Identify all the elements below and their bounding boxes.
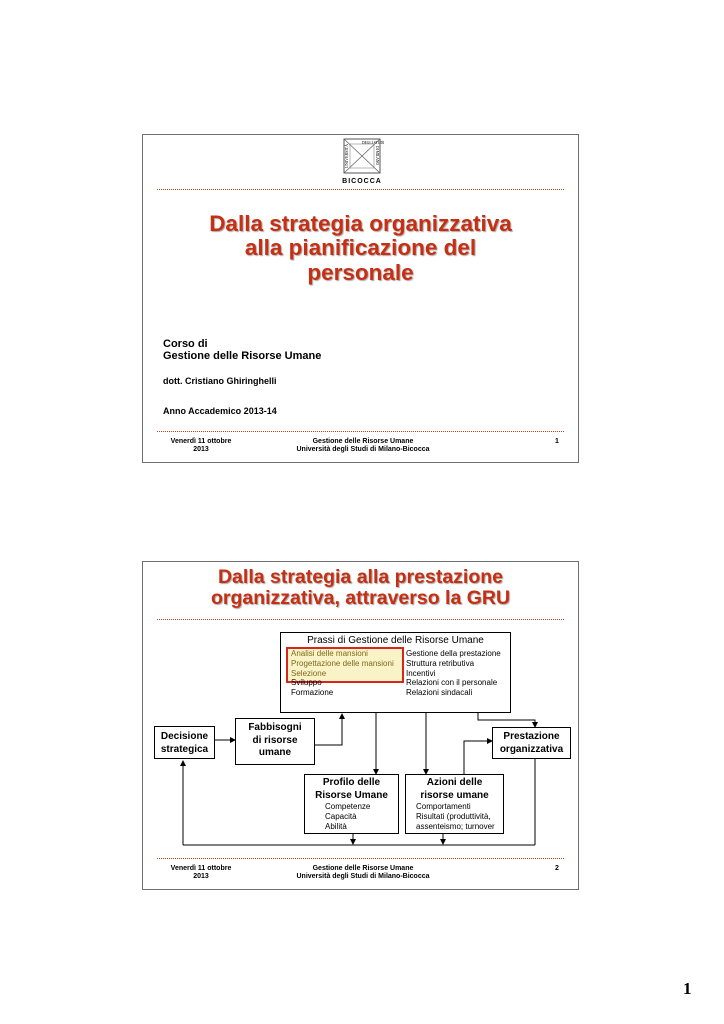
arrow-prassi-prestazione bbox=[478, 712, 535, 727]
footer-date bbox=[161, 438, 241, 455]
list-item: Risultati (produttività, bbox=[416, 811, 491, 821]
title-line-3: personale bbox=[307, 259, 414, 285]
list-item: Relazioni sindacali bbox=[406, 688, 473, 697]
decisione-strategica-box bbox=[154, 726, 215, 759]
profilo-items bbox=[305, 802, 398, 831]
footer-university: Università degli Studi di Milano-Bicocca bbox=[296, 873, 430, 881]
list-item: Comportamenti bbox=[416, 802, 471, 811]
separator-top bbox=[157, 189, 564, 190]
logo-text-bicocca: BICOCCA bbox=[342, 178, 382, 185]
page-number: 1 bbox=[683, 979, 692, 998]
title-line-2: alla pianificazione del bbox=[244, 235, 477, 261]
arrow-fabbisogni-prassi bbox=[315, 714, 342, 745]
list-item: Selezione bbox=[291, 668, 327, 678]
slide-2 bbox=[142, 561, 579, 890]
prassi-box bbox=[280, 632, 511, 713]
course-label bbox=[163, 339, 321, 362]
logo-text-3: DI MILANO bbox=[375, 146, 379, 166]
prestazione-organizzativa-box bbox=[492, 727, 571, 759]
box-line: Risorse Umane bbox=[315, 789, 388, 801]
profilo-box bbox=[304, 774, 399, 834]
list-item: assenteismo; turnover bbox=[416, 821, 495, 831]
prassi-title: Prassi di Gestione delle Risorse Umane bbox=[307, 635, 484, 646]
footer-university: Università degli Studi di Milano-Bicocca bbox=[296, 446, 430, 454]
separator-bottom bbox=[157, 431, 564, 432]
azioni-items bbox=[406, 802, 503, 831]
list-item: Sviluppo bbox=[291, 678, 322, 688]
title-line-1: Dalla strategia organizzativa bbox=[209, 211, 512, 236]
box-line: umane bbox=[258, 747, 292, 758]
fabbisogni-box bbox=[235, 718, 315, 765]
slide-1-title bbox=[143, 212, 578, 285]
footer-date-line-1: Venerdì 11 ottobre bbox=[170, 865, 232, 872]
course-line-2: Gestione delle Risorse Umane bbox=[163, 349, 322, 362]
box-line: Prestazione bbox=[503, 731, 560, 742]
list-item: Struttura retributiva bbox=[406, 658, 475, 668]
separator-bottom bbox=[157, 858, 564, 859]
footer-date bbox=[161, 865, 241, 882]
box-line: risorse umane bbox=[420, 789, 489, 801]
footer-center bbox=[263, 438, 463, 455]
footer-date-line-1: Venerdì 11 ottobre bbox=[170, 438, 232, 445]
arrow-azioni-prestazione bbox=[464, 741, 492, 774]
footer-center bbox=[263, 865, 463, 882]
slide-number: 2 bbox=[555, 865, 559, 872]
list-item: Progettazione delle mansioni bbox=[291, 658, 394, 668]
logo-text-1: UNIVERSITÀ bbox=[344, 144, 349, 168]
box-line: di risorse bbox=[252, 734, 298, 746]
title-line-1: Dalla strategia alla prestazione bbox=[217, 566, 504, 588]
list-item: Analisi delle mansioni bbox=[291, 649, 368, 658]
prassi-right-list bbox=[406, 649, 501, 698]
list-item: Abilità bbox=[325, 821, 347, 831]
list-item: Competenze bbox=[325, 802, 371, 811]
footer-course: Gestione delle Risorse Umane bbox=[312, 438, 414, 445]
box-line: Azioni delle bbox=[426, 777, 483, 788]
box-line: Profilo delle bbox=[322, 777, 381, 788]
title-line-2: organizzativa, attraverso la GRU bbox=[210, 587, 511, 610]
box-line: organizzativa bbox=[499, 743, 564, 755]
azioni-box bbox=[405, 774, 504, 834]
list-item: Formazione bbox=[291, 688, 334, 697]
list-item: Incentivi bbox=[406, 668, 436, 678]
university-logo bbox=[342, 138, 385, 186]
list-item: Relazioni con il personale bbox=[406, 678, 498, 688]
box-line: strategica bbox=[160, 743, 209, 755]
academic-year: Anno Accademico 2013-14 bbox=[163, 406, 277, 416]
logo-text-2: DEGLI STUDI bbox=[362, 141, 385, 145]
author: dott. Cristiano Ghiringhelli bbox=[163, 376, 277, 386]
footer-date-line-2: 2013 bbox=[193, 446, 209, 454]
footer-course: Gestione delle Risorse Umane bbox=[312, 865, 414, 872]
slide-number: 1 bbox=[555, 438, 559, 445]
footer-date-line-2: 2013 bbox=[193, 873, 209, 881]
prassi-left-list bbox=[291, 649, 394, 698]
list-item: Gestione della prestazione bbox=[406, 649, 501, 658]
slide-1 bbox=[142, 134, 579, 463]
box-line: Decisione bbox=[160, 731, 209, 742]
list-item: Capacità bbox=[325, 811, 357, 821]
course-line-1: Corso di bbox=[163, 338, 208, 350]
box-line: Fabbisogni bbox=[248, 722, 302, 733]
